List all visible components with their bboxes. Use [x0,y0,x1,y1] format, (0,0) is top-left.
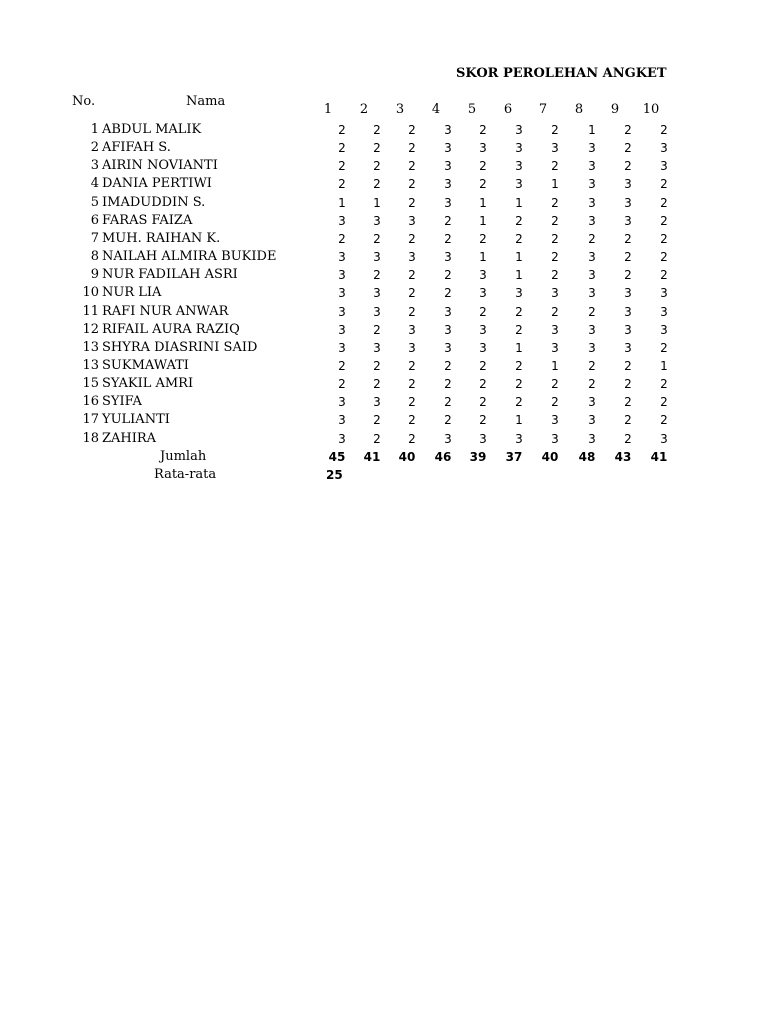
score-cell: 3 [660,304,668,319]
student-name: YULIANTI [102,412,170,428]
score-cell: 2 [408,413,416,428]
score-cell: 2 [444,268,452,283]
row-number: 13 [82,357,99,373]
score-cell: 2 [408,377,416,392]
score-cell: 2 [338,141,346,156]
row-number: 16 [82,394,99,410]
score-cell: 3 [588,177,596,192]
score-cell: 3 [444,195,452,210]
score-cell: 2 [515,358,523,373]
score-cell: 2 [551,250,559,265]
score-cell: 3 [479,431,487,446]
score-cell: 3 [338,304,346,319]
score-cell: 3 [444,141,452,156]
score-cell: 2 [588,377,596,392]
row-number: 8 [90,249,99,265]
item-header-9: 9 [610,102,620,117]
score-cell: 2 [624,268,632,283]
score-cell: 2 [338,159,346,174]
score-cell: 2 [408,431,416,446]
row-number: 12 [82,321,99,337]
score-cell: 3 [551,286,559,301]
column-header-nama: Nama [186,94,226,109]
score-cell: 2 [373,177,381,192]
score-cell: 2 [515,377,523,392]
score-cell: 1 [338,195,346,210]
row-number: 1 [90,122,99,137]
score-cell: 1 [479,195,487,210]
score-cell: 3 [373,395,381,410]
score-cell: 2 [338,123,346,137]
score-cell: 2 [551,123,559,137]
score-cell: 3 [660,141,668,156]
score-cell: 2 [588,304,596,319]
student-name: FARAS FAIZA [102,212,193,228]
score-cell: 2 [444,413,452,428]
score-cell: 2 [338,231,346,246]
score-cell: 3 [479,322,487,337]
score-cell: 3 [338,431,346,446]
row-number: 13 [82,339,99,355]
score-cell: 2 [408,231,416,246]
student-name: NUR LIA [102,285,162,301]
item-header-7: 7 [538,102,548,117]
score-cell: 2 [515,304,523,319]
score-cell: 2 [479,177,487,192]
score-cell: 2 [338,177,346,192]
score-cell: 1 [515,413,523,428]
score-cell: 2 [444,395,452,410]
score-cell: 2 [624,159,632,174]
score-cell: 3 [551,340,559,355]
page-title: SKOR PEROLEHAN ANGKET [456,66,667,81]
score-cell: 2 [624,123,632,137]
score-cell: 3 [444,177,452,192]
score-cell: 2 [624,250,632,265]
student-name: ZAHIRA [102,430,157,446]
row-number: 15 [82,376,99,392]
score-cell: 2 [338,358,346,373]
row-number: 9 [90,267,99,283]
score-cell: 3 [479,268,487,283]
score-cell: 3 [588,250,596,265]
score-cell: 3 [444,250,452,265]
score-cell: 1 [551,358,559,373]
score-cell: 2 [660,213,668,228]
score-cell: 1 [551,177,559,192]
score-cell: 3 [551,322,559,337]
score-cell: 3 [444,322,452,337]
score-cell: 2 [373,358,381,373]
score-cell: 2 [373,123,381,137]
score-cell: 3 [408,250,416,265]
score-cell: 3 [515,159,523,174]
score-cell: 2 [624,431,632,446]
student-name: SHYRA DIASRINI SAID [102,339,258,355]
score-cell: 1 [588,123,596,137]
score-cell: 2 [588,358,596,373]
score-cell: 2 [479,358,487,373]
score-cell: 3 [444,159,452,174]
total-cell: 39 [469,449,487,464]
score-cell: 2 [660,268,668,283]
item-header-5: 5 [467,102,477,117]
score-cell: 3 [551,431,559,446]
score-cell: 2 [515,395,523,410]
score-cell: 3 [373,250,381,265]
score-cell: 2 [444,286,452,301]
score-cell: 3 [444,123,452,137]
score-cell: 3 [444,431,452,446]
row-number: 5 [90,194,99,210]
item-header-3: 3 [395,102,405,117]
score-cell: 2 [660,250,668,265]
score-cell: 3 [515,286,523,301]
score-cell: 3 [624,177,632,192]
score-cell: 2 [373,322,381,337]
score-cell: 2 [408,304,416,319]
score-cell: 3 [588,322,596,337]
score-cell: 2 [408,268,416,283]
score-cell: 3 [338,322,346,337]
score-cell: 1 [373,195,381,210]
total-cell: 48 [578,449,596,464]
row-number: 11 [82,303,99,319]
score-cell: 3 [660,159,668,174]
score-cell: 3 [338,268,346,283]
score-cell: 3 [373,304,381,319]
score-cell: 2 [408,123,416,137]
score-cell: 3 [624,322,632,337]
item-header-1: 1 [323,102,333,117]
score-cell: 2 [408,395,416,410]
score-cell: 3 [515,431,523,446]
score-cell: 2 [551,377,559,392]
row-number: 7 [90,230,99,246]
score-cell: 2 [373,377,381,392]
student-name: RIFAIL AURA RAZIQ [102,321,240,337]
score-cell: 3 [338,213,346,228]
score-cell: 3 [338,395,346,410]
score-cell: 3 [588,340,596,355]
score-cell: 3 [338,250,346,265]
score-cell: 3 [624,340,632,355]
score-cell: 3 [338,340,346,355]
student-name: NUR FADILAH ASRI [102,267,238,283]
score-cell: 3 [624,195,632,210]
score-cell: 2 [479,231,487,246]
score-cell: 1 [660,358,668,373]
score-cell: 2 [479,377,487,392]
score-cell: 2 [515,231,523,246]
score-cell: 2 [551,304,559,319]
score-cell: 2 [551,195,559,210]
score-cell: 2 [624,395,632,410]
row-number: 4 [90,176,99,192]
score-cell: 2 [660,413,668,428]
score-cell: 3 [479,141,487,156]
score-cell: 2 [624,141,632,156]
student-name: RAFI NUR ANWAR [102,303,229,319]
score-cell: 3 [588,213,596,228]
score-cell: 2 [373,413,381,428]
student-name: AIRIN NOVIANTI [102,158,218,174]
score-cell: 2 [373,141,381,156]
student-name: SYIFA [102,394,142,410]
total-cell: 40 [398,449,416,464]
score-cell: 3 [551,141,559,156]
score-cell: 1 [515,195,523,210]
score-cell: 2 [373,268,381,283]
score-cell: 2 [551,213,559,228]
score-cell: 2 [479,304,487,319]
score-cell: 3 [338,286,346,301]
total-cell: 45 [328,449,346,464]
student-name: SUKMAWATI [102,357,189,373]
total-cell: 37 [505,449,523,464]
score-cell: 2 [373,431,381,446]
total-cell: 43 [614,449,632,464]
score-cell: 2 [660,231,668,246]
score-cell: 2 [551,395,559,410]
score-cell: 3 [588,413,596,428]
score-cell: 2 [660,195,668,210]
total-cell: 41 [650,449,668,464]
score-cell: 3 [444,304,452,319]
item-header-4: 4 [431,102,441,117]
total-cell: 46 [434,449,452,464]
student-name: ABDUL MALIK [102,122,202,137]
column-header-no: No. [72,94,96,109]
score-cell: 3 [660,286,668,301]
score-cell: 3 [373,340,381,355]
score-cell: 2 [479,159,487,174]
score-cell: 3 [588,268,596,283]
item-header-2: 2 [359,102,369,117]
score-cell: 3 [373,213,381,228]
score-cell: 2 [515,322,523,337]
score-cell: 3 [660,322,668,337]
score-cell: 3 [338,413,346,428]
total-cell: 41 [363,449,381,464]
score-cell: 3 [515,141,523,156]
score-cell: 2 [408,286,416,301]
score-cell: 2 [444,358,452,373]
score-cell: 2 [408,195,416,210]
item-header-10: 10 [642,102,660,117]
score-cell: 3 [624,213,632,228]
student-name: AFIFAH S. [102,140,171,156]
row-number: 2 [90,140,99,156]
row-number: 18 [82,430,99,446]
score-cell: 3 [588,141,596,156]
score-cell: 3 [373,286,381,301]
score-cell: 1 [479,213,487,228]
score-cell: 2 [551,231,559,246]
score-cell: 2 [660,123,668,137]
score-cell: 3 [515,177,523,192]
score-cell: 2 [479,123,487,137]
score-cell: 1 [515,268,523,283]
item-header-6: 6 [503,102,513,117]
score-cell: 3 [588,195,596,210]
student-name: NAILAH ALMIRA BUKIDE [102,249,277,265]
row-number: 3 [90,158,99,174]
score-cell: 3 [479,286,487,301]
student-name: DANIA PERTIWI [102,176,212,192]
score-cell: 3 [515,123,523,137]
score-cell: 2 [551,159,559,174]
row-number: 6 [90,212,99,228]
score-cell: 3 [624,304,632,319]
score-cell: 3 [479,340,487,355]
score-cell: 2 [444,231,452,246]
student-name: MUH. RAIHAN K. [102,230,221,246]
score-cell: 3 [408,322,416,337]
score-cell: 2 [408,177,416,192]
score-cell: 3 [408,213,416,228]
score-cell: 3 [551,413,559,428]
score-cell: 2 [479,395,487,410]
score-cell: 2 [624,358,632,373]
score-cell: 2 [660,395,668,410]
score-cell: 2 [660,177,668,192]
rata-rata-value: 25 [326,468,343,482]
score-cell: 2 [479,413,487,428]
score-cell: 2 [624,413,632,428]
score-cell: 1 [515,340,523,355]
student-name: IMADUDDIN S. [102,194,206,210]
score-cell: 3 [408,340,416,355]
jumlah-label: Jumlah [160,449,207,464]
score-cell: 2 [624,377,632,392]
rata-rata-label: Rata-rata [154,467,217,482]
score-cell: 3 [588,286,596,301]
score-cell: 3 [588,431,596,446]
score-cell: 2 [551,268,559,283]
student-name: SYAKIL AMRI [102,376,194,392]
score-cell: 2 [660,377,668,392]
score-cell: 3 [624,286,632,301]
row-number: 17 [82,412,99,428]
score-cell: 2 [444,377,452,392]
score-cell: 1 [479,250,487,265]
item-header-8: 8 [574,102,584,117]
score-cell: 2 [338,377,346,392]
score-cell: 3 [660,431,668,446]
score-cell: 2 [408,159,416,174]
score-cell: 2 [660,340,668,355]
score-cell: 2 [408,141,416,156]
score-cell: 2 [624,231,632,246]
row-number: 10 [82,285,99,301]
score-cell: 2 [373,159,381,174]
score-cell: 2 [408,358,416,373]
score-cell: 2 [444,213,452,228]
score-cell: 3 [588,395,596,410]
score-cell: 2 [515,213,523,228]
score-cell: 3 [444,340,452,355]
score-cell: 1 [515,250,523,265]
score-cell: 2 [373,231,381,246]
score-cell: 3 [588,159,596,174]
score-cell: 2 [588,231,596,246]
total-cell: 40 [541,449,559,464]
